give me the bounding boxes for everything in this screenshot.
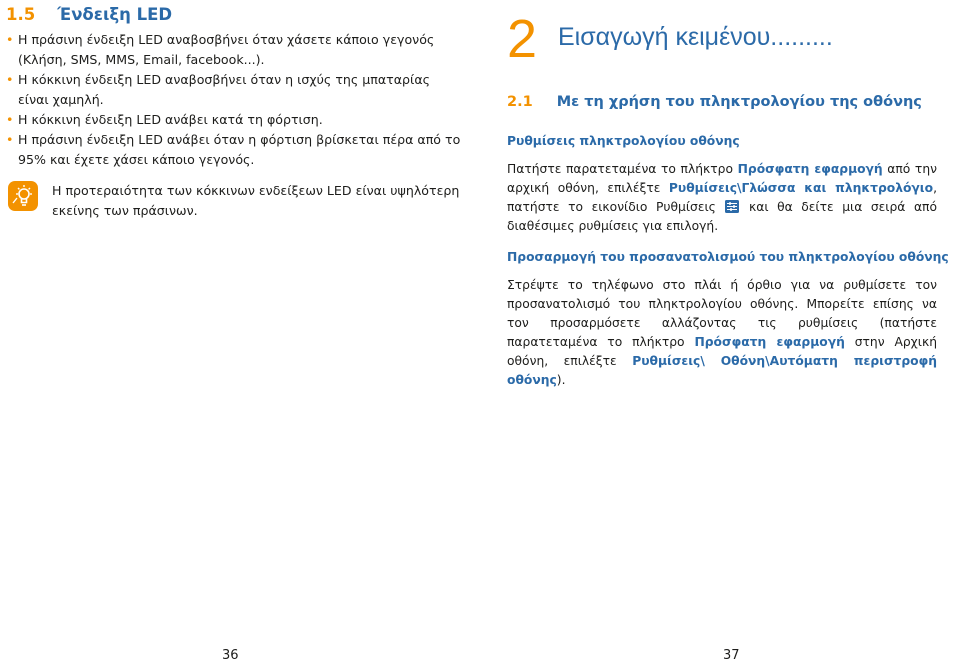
chapter-title: Εισαγωγή κειμένου.........: [558, 23, 833, 51]
lightbulb-icon: [8, 181, 38, 211]
subsection-title: Με τη χρήση του πληκτρολογίου της οθόνης: [556, 94, 922, 110]
list-item: • Η κόκκινη ένδειξη LED ανάβει κατά τη φόρτιση.: [6, 110, 462, 130]
orientation-paragraph: Στρέψτε το τηλέφωνο στο πλάι ή όρθιο για να ρυθμίσετε τον προσανατολισμό του πληκτρολογίου οθόνης. Μπορείτε επίσης να τον προσαρμόσετε αλλάζοντας τις ρυθμίσεις (πατήστε παρατεταμένα το πλήκτρο Πρόσφατη εφαρμογή στην Αρχική οθόνη, επιλέξτε Ρυθμίσεις\ Οθόνη\Αυτόματη περιστροφή οθόνης).: [507, 278, 937, 387]
section-heading: [6, 5, 172, 24]
page-number: 36: [222, 648, 239, 663]
list-item: • Η πράσινη ένδειξη LED αναβοσβήνει όταν χάσετε κάποιο γεγονός (Κλήση, SMS, MMS, Email, facebook...).: [6, 30, 462, 70]
keyboard-settings-paragraph: Πατήστε παρατεταμένα το πλήκτρο Πρόσφατη εφαρμογή από την αρχική οθόνη, επιλέξτε Ρυθμίσεις\Γλώσσα και πληκτρολόγιο, πατήστε το εικονίδιο Ρυθμίσεις και θα δείτε μια σειρά από διαθέσιμες ρυθμίσεις για επιλογή.: [507, 162, 937, 233]
right-page: [480, 0, 960, 667]
list-item: • Η κόκκινη ένδειξη LED αναβοσβήνει όταν η ισχύς της μπαταρίας είναι χαμηλή.: [6, 70, 462, 110]
subsection-number: 2.1: [507, 94, 533, 110]
page-number: 37: [723, 648, 740, 663]
orientation-heading: Προσαρμογή του προσανατολισμού του πληκτρολογίου οθόνης: [507, 250, 949, 264]
led-bullet-list: [6, 30, 462, 170]
keyboard-settings-heading: Ρυθμίσεις πληκτρολογίου οθόνης: [507, 134, 740, 148]
recent-apps-key-term: Πρόσφατη εφαρμογή: [737, 162, 883, 176]
tip-text: Η προτεραιότητα των κόκκινων ενδείξεων LED είναι υψηλότερη εκείνης των πράσινων.: [52, 183, 460, 218]
section-title: Ένδειξη LED: [57, 5, 173, 24]
auto-rotate-path-term: Ρυθμίσεις\ Οθόνη\Αυτόματη περιστροφή οθόνης: [507, 354, 937, 387]
settings-sliders-icon: [725, 200, 739, 213]
recent-apps-key-term: Πρόσφατη εφαρμογή: [694, 335, 845, 349]
section-number: 1.5: [6, 5, 36, 24]
list-item: • Η πράσινη ένδειξη LED ανάβει όταν η φόρτιση βρίσκεται πέρα από το 95% και έχετε χάσει κάποιο γεγονός.: [6, 130, 462, 170]
subsection-heading: [507, 94, 922, 110]
settings-path-term: Ρυθμίσεις\Γλώσσα και πληκτρολόγιο: [668, 181, 934, 195]
chapter-number: 2: [507, 9, 538, 69]
